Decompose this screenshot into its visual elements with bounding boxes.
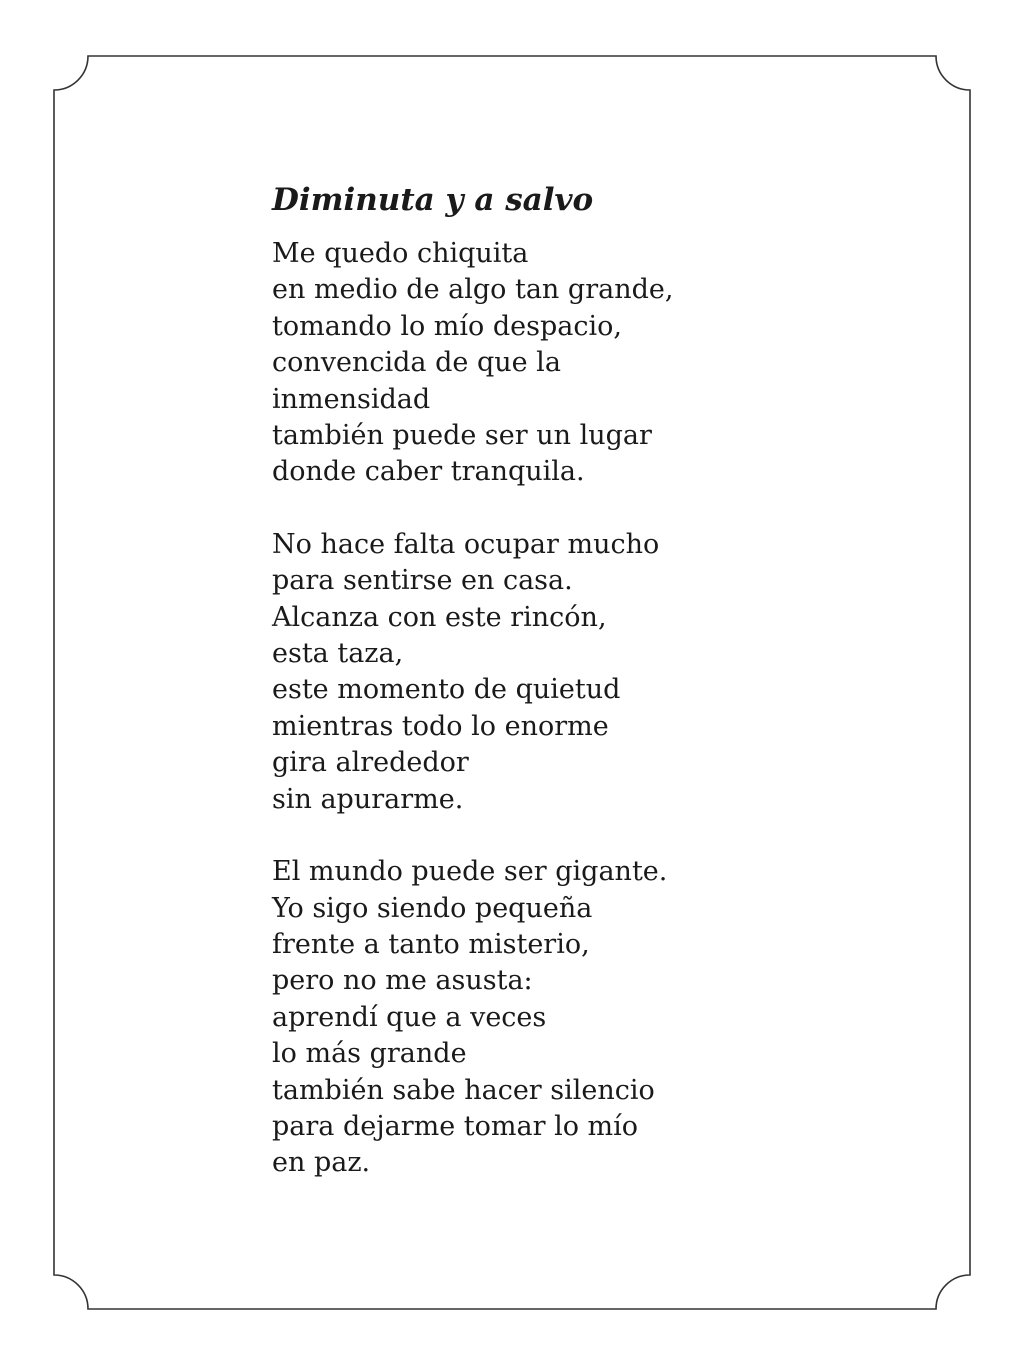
- poem-title: Diminuta y a salvo: [272, 182, 594, 218]
- poem-line: convencida de que la: [272, 347, 561, 379]
- poem-line: Alcanza con este rincón,: [272, 601, 607, 633]
- poem-line: frente a tanto misterio,: [272, 928, 590, 960]
- stanza: [272, 527, 912, 818]
- stanza: [272, 236, 912, 491]
- poem-line: donde caber tranquila.: [272, 456, 585, 488]
- poem-line: esta taza,: [272, 638, 404, 670]
- poem-line: No hace falta ocupar mucho: [272, 528, 660, 560]
- poem-line: gira alrededor: [272, 747, 469, 779]
- stanza: [272, 854, 912, 1182]
- poem-line: Me quedo chiquita: [272, 238, 529, 269]
- poem: [272, 178, 912, 1218]
- poem-line: para dejarme tomar lo mío: [272, 1110, 639, 1142]
- poem-line: también puede ser un lugar: [272, 420, 652, 452]
- poem-line: inmensidad: [272, 383, 431, 415]
- poem-line: lo más grande: [272, 1038, 467, 1070]
- poem-line: aprendí que a veces: [272, 1001, 547, 1033]
- poem-line: para sentirse en casa.: [272, 565, 573, 597]
- poem-line: también sabe hacer silencio: [272, 1074, 655, 1106]
- poem-line: mientras todo lo enorme: [272, 710, 609, 742]
- poem-line: sin apurarme.: [272, 783, 464, 815]
- poem-line: pero no me asusta:: [272, 965, 533, 997]
- poem-line: este momento de quietud: [272, 674, 621, 706]
- poem-line: en medio de algo tan grande,: [272, 274, 674, 306]
- poem-line: en paz.: [272, 1147, 371, 1179]
- poem-line: tomando lo mío despacio,: [272, 310, 622, 342]
- poem-line: El mundo puede ser gigante.: [272, 856, 668, 888]
- poem-line: Yo sigo siendo pequeña: [272, 892, 593, 924]
